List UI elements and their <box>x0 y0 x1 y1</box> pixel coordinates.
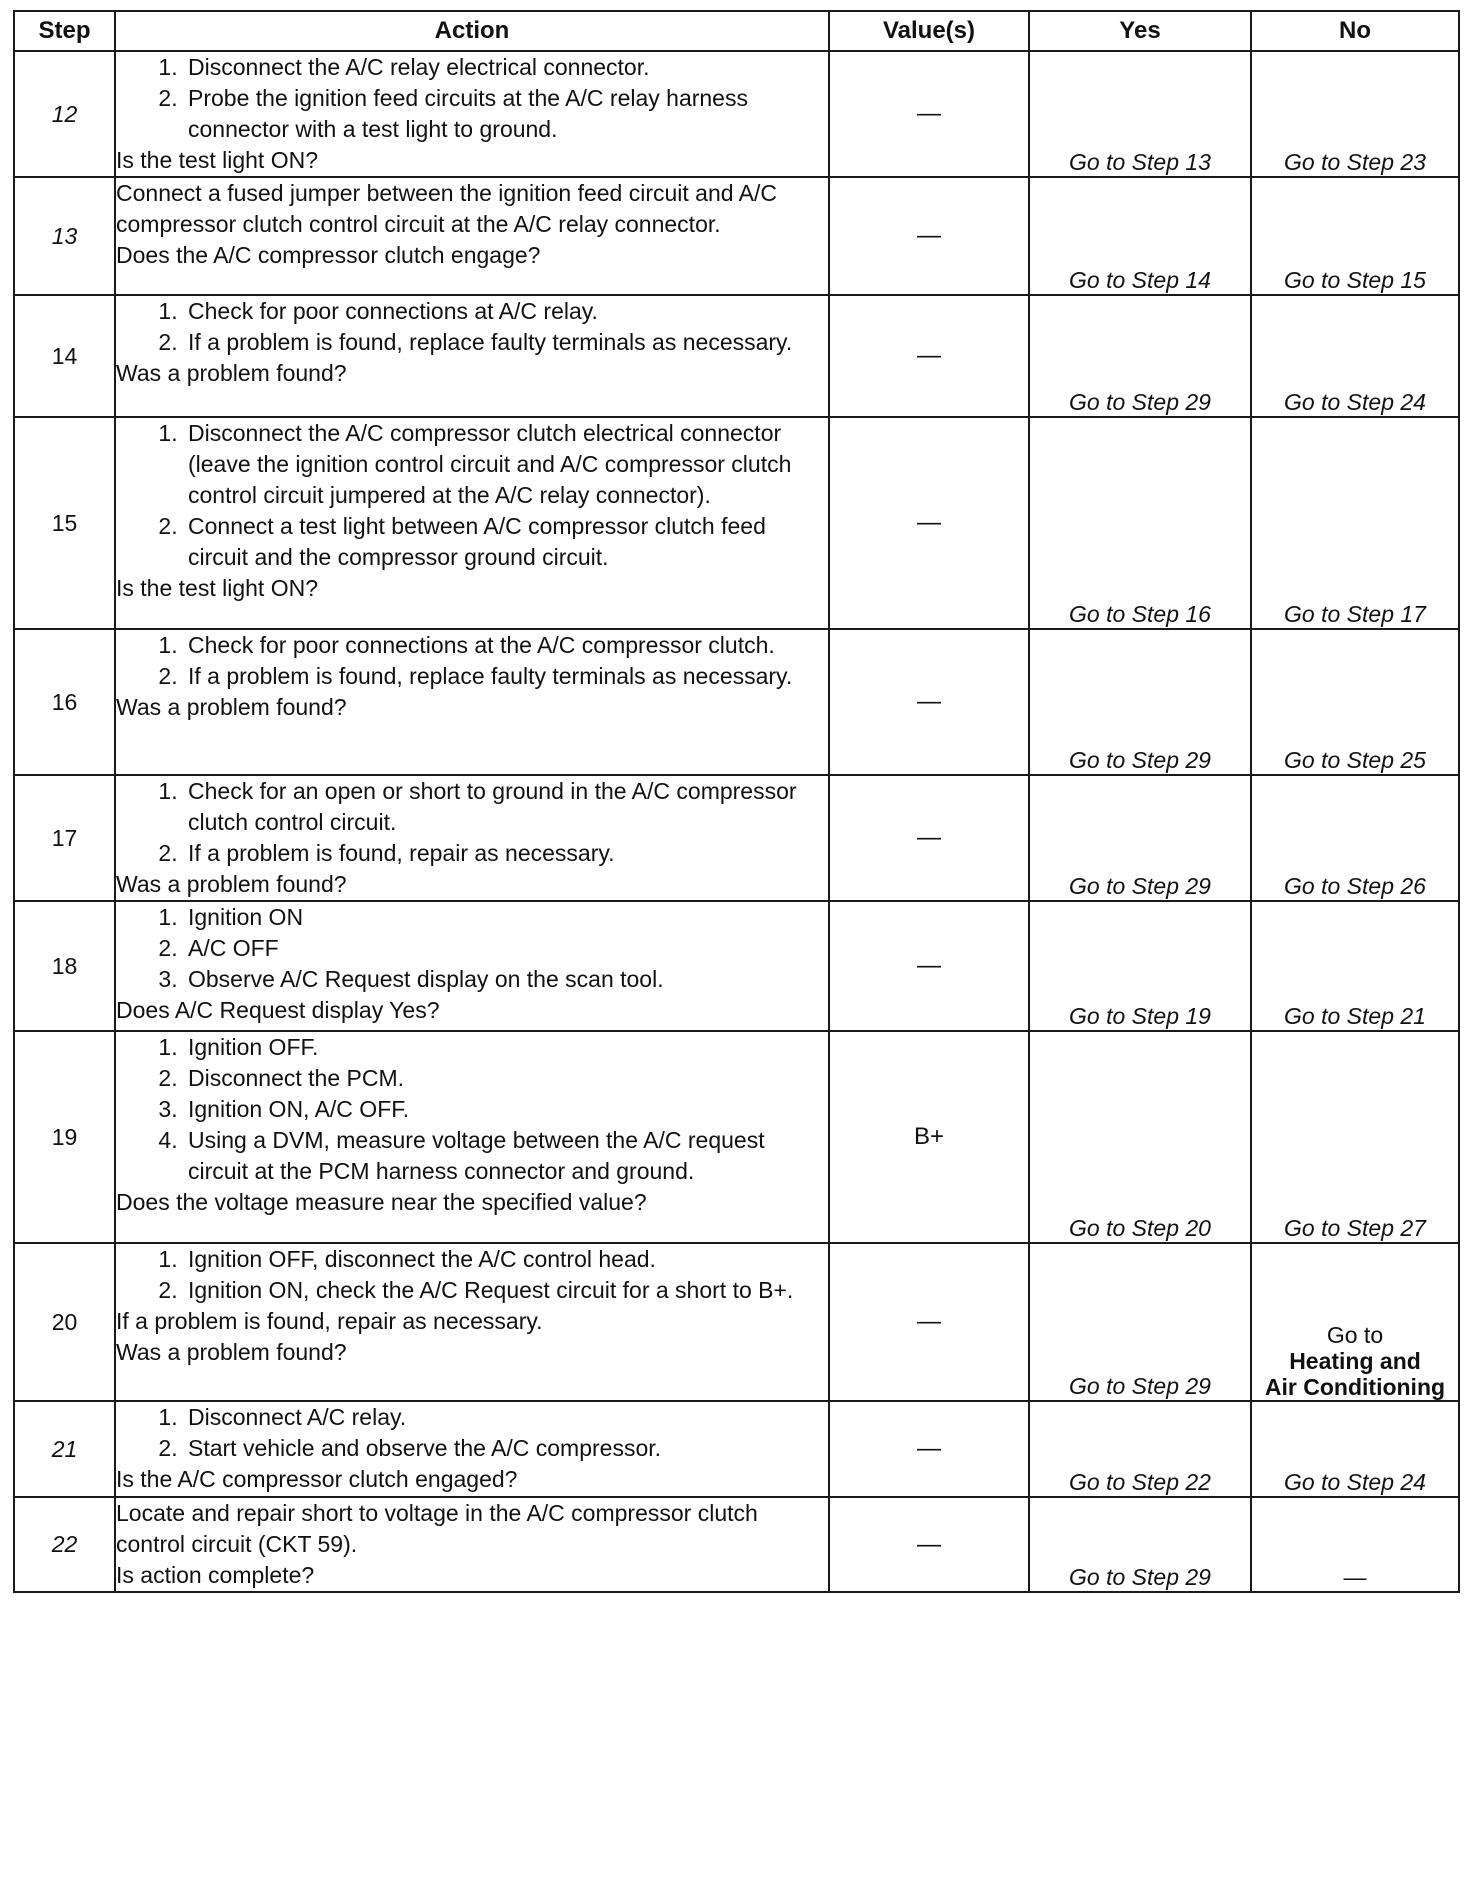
action-cell <box>115 295 829 417</box>
table-row <box>14 629 1459 775</box>
no-cell: Go to Step 25 <box>1251 629 1459 775</box>
action-cell <box>115 1497 829 1592</box>
value-cell: — <box>829 51 1029 177</box>
action-steps-list <box>116 418 828 573</box>
action-step-item: 1. Disconnect the A/C relay electrical connector. <box>184 52 828 83</box>
no-cell: Go to Step 27 <box>1251 1031 1459 1243</box>
action-question: Is the test light ON? <box>116 147 318 173</box>
action-cell <box>115 417 829 629</box>
table-row <box>14 1497 1459 1592</box>
action-step-item: 3. Observe A/C Request display on the scan tool. <box>184 964 828 995</box>
header-yes: Yes <box>1029 11 1251 51</box>
action-step-item: 3. Ignition ON, A/C OFF. <box>184 1094 828 1125</box>
yes-cell: Go to Step 29 <box>1029 295 1251 417</box>
action-text: Locate and repair short to voltage in the A/C compressor clutch control circuit (CKT 59). <box>116 1500 758 1557</box>
table-row <box>14 51 1459 177</box>
no-cell: — <box>1251 1497 1459 1592</box>
value-cell: — <box>829 295 1029 417</box>
no-cell: Go to Step 15 <box>1251 177 1459 295</box>
action-text: Connect a fused jumper between the ignition feed circuit and A/C compressor clutch control circuit at the A/C relay connector. <box>116 180 778 237</box>
header-no: No <box>1251 11 1459 51</box>
value-cell: — <box>829 177 1029 295</box>
action-step-item: 1. Ignition ON <box>184 902 828 933</box>
step-number: 16 <box>14 629 115 775</box>
table-row <box>14 1401 1459 1497</box>
step-number: 21 <box>14 1401 115 1497</box>
value-cell: B+ <box>829 1031 1029 1243</box>
no-cell: Go to Step 24 <box>1251 1401 1459 1497</box>
action-question: Is action complete? <box>116 1562 315 1588</box>
no-cell: Go to Step 21 <box>1251 901 1459 1031</box>
action-step-item: 1. Check for poor connections at the A/C compressor clutch. <box>184 630 828 661</box>
action-steps-list <box>116 52 828 145</box>
action-question: Does the voltage measure near the specified value? <box>116 1189 647 1215</box>
step-number: 14 <box>14 295 115 417</box>
yes-cell: Go to Step 29 <box>1029 629 1251 775</box>
action-step-item: 2. If a problem is found, replace faulty terminals as necessary. <box>184 327 828 358</box>
action-step-item: 4. Using a DVM, measure voltage between the A/C request circuit at the PCM harness connector and ground. <box>184 1125 828 1187</box>
action-text: If a problem is found, repair as necessary. <box>116 1308 543 1334</box>
step-number: 15 <box>14 417 115 629</box>
action-cell <box>115 629 829 775</box>
action-cell <box>115 901 829 1031</box>
action-question: Does the A/C compressor clutch engage? <box>116 242 541 268</box>
action-question: Does A/C Request display Yes? <box>116 997 440 1023</box>
yes-cell: Go to Step 29 <box>1029 1497 1251 1592</box>
step-number: 13 <box>14 177 115 295</box>
action-cell <box>115 775 829 901</box>
action-cell <box>115 177 829 295</box>
action-steps-list <box>116 296 828 358</box>
no-cell: Go to Step 24 <box>1251 295 1459 417</box>
value-cell: — <box>829 775 1029 901</box>
no-cell <box>1251 1243 1459 1401</box>
action-cell <box>115 1243 829 1401</box>
step-number: 19 <box>14 1031 115 1243</box>
no-cell: Go to Step 23 <box>1251 51 1459 177</box>
action-cell <box>115 51 829 177</box>
action-step-item: 2. If a problem is found, replace faulty terminals as necessary. <box>184 661 828 692</box>
action-question: Is the test light ON? <box>116 575 318 601</box>
action-steps-list <box>116 776 828 869</box>
yes-cell: Go to Step 16 <box>1029 417 1251 629</box>
header-action: Action <box>115 11 829 51</box>
action-cell <box>115 1401 829 1497</box>
action-question: Was a problem found? <box>116 1339 347 1365</box>
action-step-item: 1. Ignition OFF. <box>184 1032 828 1063</box>
action-step-item: 2. Connect a test light between A/C compressor clutch feed circuit and the compressor ground circuit. <box>184 511 828 573</box>
action-step-item: 2. A/C OFF <box>184 933 828 964</box>
action-step-item: 2. Probe the ignition feed circuits at the A/C relay harness connector with a test light to ground. <box>184 83 828 145</box>
action-step-item: 2. If a problem is found, repair as necessary. <box>184 838 828 869</box>
yes-cell: Go to Step 29 <box>1029 1243 1251 1401</box>
action-step-item: 2. Ignition ON, check the A/C Request circuit for a short to B+. <box>184 1275 828 1306</box>
no-cell-line: Go to <box>1326 1322 1384 1348</box>
table-row <box>14 775 1459 901</box>
yes-cell: Go to Step 14 <box>1029 177 1251 295</box>
action-step-item: 2. Disconnect the PCM. <box>184 1063 828 1094</box>
table-row <box>14 1031 1459 1243</box>
table-row <box>14 295 1459 417</box>
no-cell-line: Heating and <box>1289 1348 1421 1374</box>
table-row <box>14 1243 1459 1401</box>
header-step: Step <box>14 11 115 51</box>
action-step-item: 2. Start vehicle and observe the A/C compressor. <box>184 1433 828 1464</box>
action-cell <box>115 1031 829 1243</box>
action-steps-list <box>116 1402 828 1464</box>
step-number: 22 <box>14 1497 115 1592</box>
no-cell-line: Air Conditioning <box>1264 1374 1446 1400</box>
action-step-item: 1. Disconnect the A/C compressor clutch electrical connector (leave the ignition control circuit and A/C compressor clutch control circuit jumpered at the A/C relay connector). <box>184 418 828 511</box>
table-body <box>14 51 1459 1592</box>
value-cell: — <box>829 417 1029 629</box>
yes-cell: Go to Step 29 <box>1029 775 1251 901</box>
action-steps-list <box>116 1032 828 1187</box>
header-row <box>14 11 1459 51</box>
action-question: Was a problem found? <box>116 694 347 720</box>
action-question: Was a problem found? <box>116 871 347 897</box>
yes-cell: Go to Step 19 <box>1029 901 1251 1031</box>
header-values: Value(s) <box>829 11 1029 51</box>
value-cell: — <box>829 1243 1029 1401</box>
step-number: 20 <box>14 1243 115 1401</box>
action-step-item: 1. Ignition OFF, disconnect the A/C control head. <box>184 1244 828 1275</box>
step-number: 12 <box>14 51 115 177</box>
value-cell: — <box>829 901 1029 1031</box>
table-row <box>14 901 1459 1031</box>
yes-cell: Go to Step 13 <box>1029 51 1251 177</box>
step-number: 18 <box>14 901 115 1031</box>
action-question: Was a problem found? <box>116 360 347 386</box>
step-number: 17 <box>14 775 115 901</box>
no-cell: Go to Step 26 <box>1251 775 1459 901</box>
table-row <box>14 417 1459 629</box>
action-step-item: 1. Check for poor connections at A/C relay. <box>184 296 828 327</box>
table-row <box>14 177 1459 295</box>
diagnostic-table <box>13 10 1460 1593</box>
yes-cell: Go to Step 22 <box>1029 1401 1251 1497</box>
action-steps-list <box>116 902 828 995</box>
action-steps-list <box>116 630 828 692</box>
value-cell: — <box>829 1497 1029 1592</box>
action-question: Is the A/C compressor clutch engaged? <box>116 1466 518 1492</box>
yes-cell: Go to Step 20 <box>1029 1031 1251 1243</box>
action-steps-list <box>116 1244 828 1306</box>
action-step-item: 1. Check for an open or short to ground in the A/C compressor clutch control circuit. <box>184 776 828 838</box>
no-cell: Go to Step 17 <box>1251 417 1459 629</box>
value-cell: — <box>829 1401 1029 1497</box>
action-step-item: 1. Disconnect A/C relay. <box>184 1402 828 1433</box>
value-cell: — <box>829 629 1029 775</box>
